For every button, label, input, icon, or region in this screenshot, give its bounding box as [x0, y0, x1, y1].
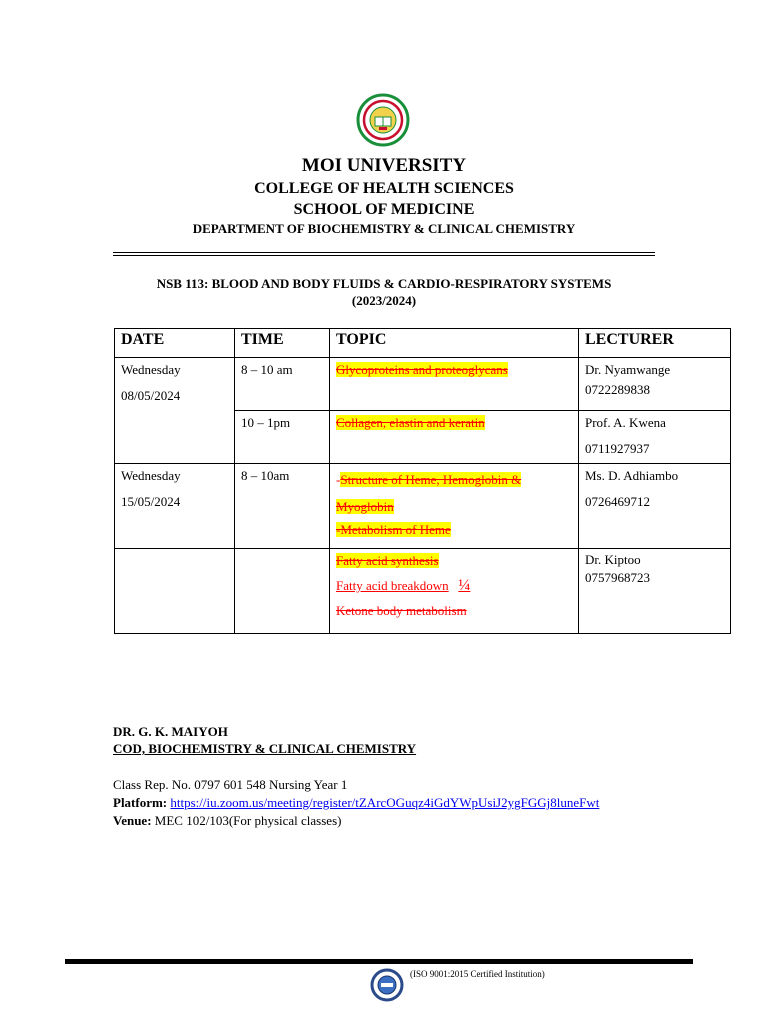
- course-title: NSB 113: BLOOD AND BODY FLUIDS & CARDIO-RESPIRATORY SYSTEMS: [156, 276, 612, 291]
- lecturer-name: Ms. D. Adhiambo: [585, 468, 679, 483]
- table-row: [115, 358, 731, 411]
- lecturer-phone: 0757968723: [585, 570, 650, 585]
- topic-text: Ketone body metabolism: [336, 603, 467, 618]
- topic-text: Collagen, elastin and keratin: [336, 415, 485, 430]
- date-day: Wednesday: [121, 468, 181, 483]
- iso-certification-icon: [370, 968, 404, 1002]
- platform-link[interactable]: https://iu.zoom.us/meeting/register/tZArcOGuqz4iGdYWpUsiJ2ygFGGj8luneFwt: [170, 795, 600, 810]
- time-cell: [235, 411, 330, 464]
- topic-text: Fatty acid synthesis: [336, 553, 439, 568]
- time-cell: [235, 549, 330, 634]
- footer-divider: [65, 959, 693, 964]
- signatory-title: COD, BIOCHEMISTRY & CLINICAL CHEMISTRY: [113, 741, 417, 756]
- topic-cell: [330, 358, 579, 411]
- signatory-name: DR. G. K. MAIYOH: [113, 724, 228, 739]
- header-topic: TOPIC: [330, 329, 579, 358]
- date-day: Wednesday: [121, 362, 181, 377]
- topic-cell: [330, 411, 579, 464]
- platform-label: Platform:: [113, 795, 168, 810]
- date-cell: [115, 549, 235, 634]
- university-logo: [356, 93, 410, 147]
- venue-line: [113, 813, 341, 829]
- lecturer-name: Prof. A. Kwena: [585, 415, 666, 430]
- time-value: 8 – 10 am: [241, 362, 293, 377]
- date-value: 08/05/2024: [121, 388, 181, 403]
- topic-cell: [330, 549, 579, 634]
- lecturer-cell: [579, 358, 731, 411]
- venue-value: MEC 102/103(For physical classes): [154, 813, 342, 828]
- lecturer-name: Dr. Nyamwange: [585, 362, 671, 377]
- time-cell: [235, 358, 330, 411]
- header-time: TIME: [235, 329, 330, 358]
- table-header-row: [115, 329, 731, 358]
- date-value: 15/05/2024: [121, 494, 181, 509]
- table-row: [115, 549, 731, 634]
- course-year: (2023/2024): [351, 293, 417, 308]
- date-cell: [115, 358, 235, 464]
- table-row: [115, 464, 731, 549]
- header-divider-bottom: [113, 255, 655, 256]
- school-name: SCHOOL OF MEDICINE: [293, 201, 475, 218]
- venue-label: Venue:: [113, 813, 152, 828]
- class-rep-line: Class Rep. No. 0797 601 548 Nursing Year 1: [113, 777, 348, 792]
- topic-text: -Metabolism of Heme: [336, 522, 451, 537]
- department-name: DEPARTMENT OF BIOCHEMISTRY & CLINICAL CHEMISTRY: [192, 221, 576, 236]
- header-divider-top: [113, 252, 655, 253]
- header-lecturer: LECTURER: [579, 329, 731, 358]
- lecturer-name: Dr. Kiptoo: [585, 552, 641, 567]
- time-cell: [235, 464, 330, 549]
- time-value: 10 – 1pm: [241, 415, 291, 430]
- topic-prefix: -: [336, 472, 341, 487]
- date-cell: [115, 464, 235, 549]
- topic-mark: ¼: [458, 577, 471, 594]
- university-name: MOI UNIVERSITY: [301, 155, 467, 176]
- time-value: 8 – 10am: [241, 468, 290, 483]
- platform-line: [113, 795, 599, 811]
- iso-certification-text: (ISO 9001:2015 Certified Institution): [410, 969, 545, 979]
- course-title-block: [100, 275, 668, 309]
- topic-text: Structure of Heme, Hemoglobin & Myoglobin: [336, 472, 522, 514]
- header-date: DATE: [115, 329, 235, 358]
- lecturer-cell: [579, 464, 731, 549]
- college-name: COLLEGE OF HEALTH SCIENCES: [254, 180, 514, 197]
- lecturer-phone: 0726469712: [585, 494, 650, 509]
- lecturer-phone: 0722289838: [585, 382, 650, 397]
- lecturer-cell: [579, 549, 731, 634]
- topic-text: Glycoproteins and proteoglycans: [336, 362, 508, 377]
- lecturer-phone: 0711927937: [585, 441, 650, 456]
- topic-cell: [330, 464, 579, 549]
- lecturer-cell: [579, 411, 731, 464]
- topic-text: Fatty acid breakdown: [336, 578, 449, 593]
- schedule-table: [114, 328, 731, 634]
